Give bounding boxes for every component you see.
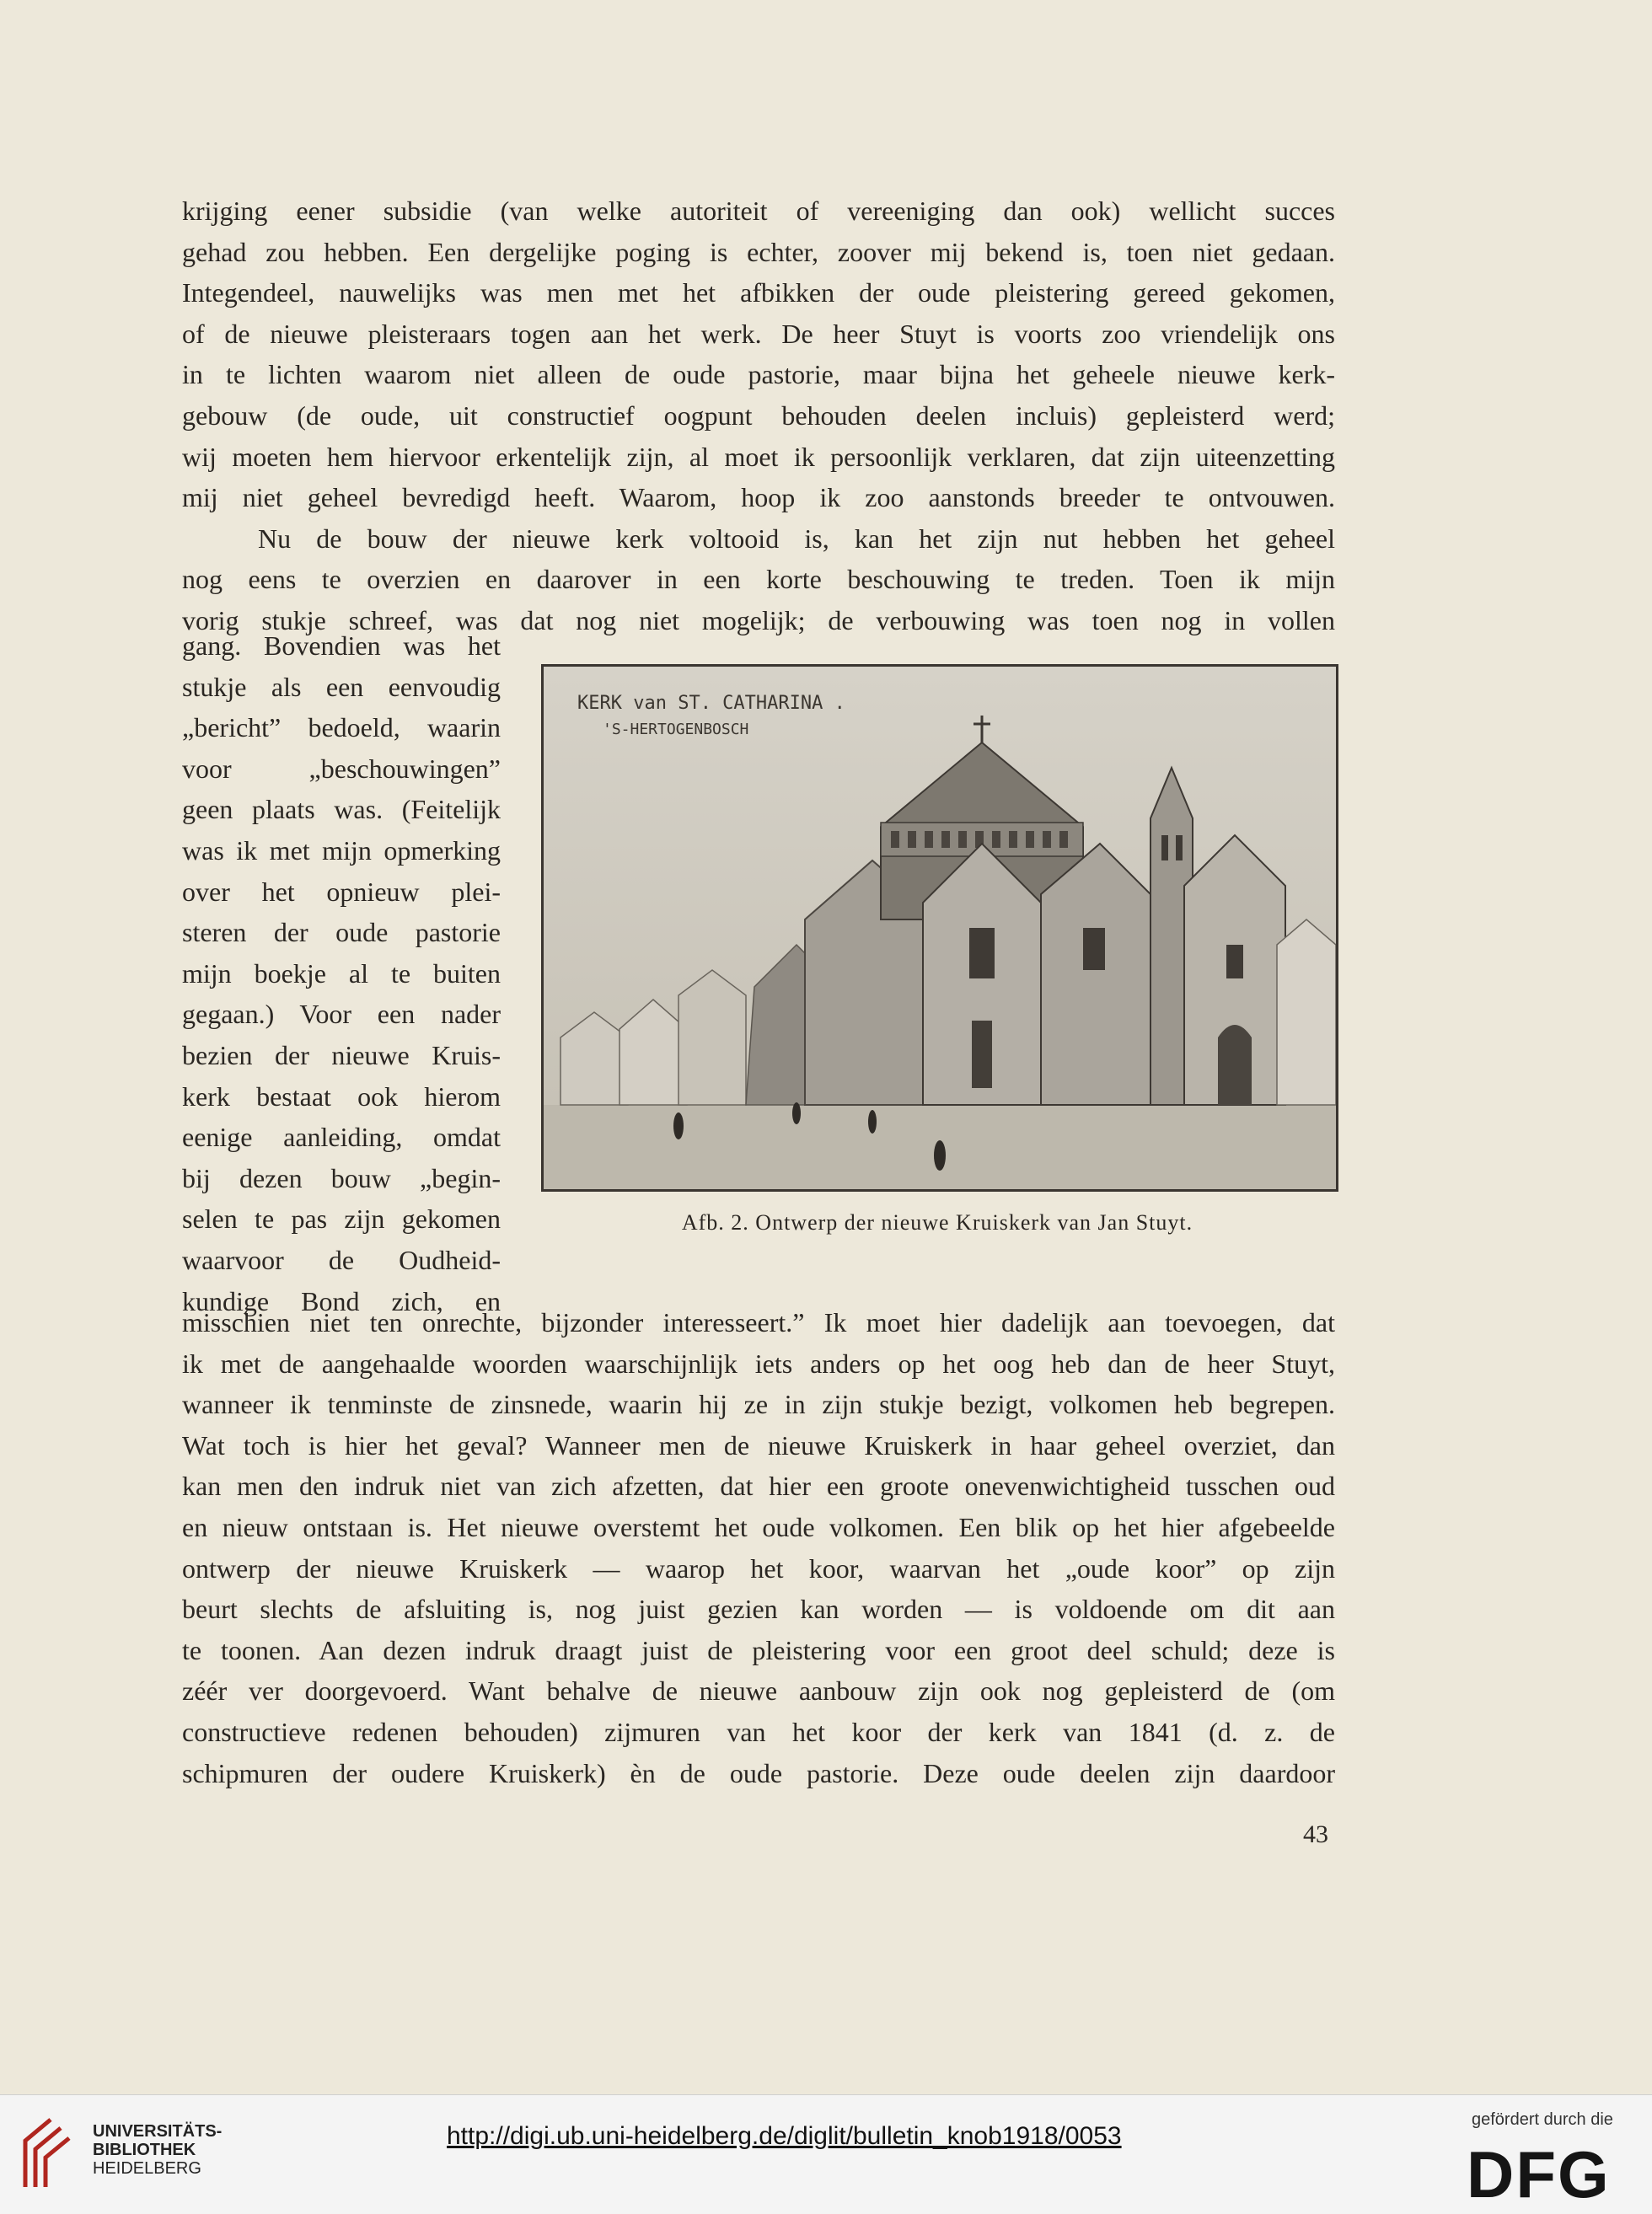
text-line: in te lichten waarom niet alleen de oude pastorie, maar bijna het geheele nieuwe kerk- [182, 359, 1335, 390]
text-line: kerk bestaat ook hierom [182, 1080, 501, 1112]
institution-line: UNIVERSITÄTS- [93, 2122, 223, 2141]
text-line: of de nieuwe pleisteraars togen aan het werk. De heer Stuyt is voorts zoo vriendelijk ons [182, 318, 1335, 349]
bottom-paragraph [182, 1302, 1335, 1793]
text-line: was ik met mijn opmerking [182, 834, 501, 866]
institution-line: BIBLIOTHEK [93, 2141, 196, 2159]
text-line: beurt slechts de afsluiting is, nog juist gezien kan worden — is voldoende om dit aan [182, 1594, 1335, 1625]
text-line: stukje als een eenvoudig [182, 671, 501, 702]
text-line: waarvoor de Oudheid- [182, 1244, 501, 1275]
text-line: en nieuw ontstaan is. Het nieuwe overstemt het oude volkomen. Een blik op het hier afgebeelde [182, 1511, 1335, 1542]
text-line: kan men den indruk niet van zich afzetten, dat hier een groote onevenwichtigheid tusschen oud [182, 1471, 1335, 1502]
text-line: schipmuren der oudere Kruiskerk) èn de oude pastorie. Deze oude deelen zijn daardoor [182, 1757, 1335, 1788]
narrow-column [182, 625, 501, 1321]
text-line: constructieve redenen behouden) zijmuren van het koor der kerk van 1841 (d. z. de [182, 1716, 1335, 1747]
text-line: wanneer ik tenminste de zinsnede, waarin hij ze in zijn stukje bezigt, volkomen heb begrepen. [182, 1389, 1335, 1420]
figure-inscription-line1: KERK van ST. CATHARINA . [577, 693, 845, 714]
text-line: te toonen. Aan dezen indruk draagt juist de pleistering voor een groot deel schuld; deze is [182, 1634, 1335, 1665]
institution-line: HEIDELBERG [93, 2159, 201, 2178]
text-line: selen te pas zijn gekomen [182, 1203, 501, 1235]
text-line: nog eens te overzien en daarover in een korte beschouwing te treden. Toen ik mijn [182, 564, 1335, 595]
text-line: ik met de aangehaalde woorden waarschijnlijk iets anders op het oog heb dan de heer Stuyt, [182, 1348, 1335, 1379]
text-line: gebouw (de oude, uit constructief oogpunt behouden deelen incluis) gepleisterd werd; [182, 399, 1335, 431]
figure-caption: Afb. 2. Ontwerp der nieuwe Kruiskerk van Jan Stuyt. [681, 1210, 1193, 1235]
text-line: Wat toch is hier het geval? Wanneer men de nieuwe Kruiskerk in haar geheel overziet, dan [182, 1429, 1335, 1461]
text-line: krijging eener subsidie (van welke autoriteit of vereeniging dan ook) wellicht succes [182, 196, 1335, 226]
university-library-logo-icon [17, 2111, 76, 2195]
text-line: gang. Bovendien was het [182, 630, 501, 661]
text-line: eenige aanleiding, omdat [182, 1122, 501, 1153]
text-line: kundige Bond zich, en [182, 1285, 501, 1316]
text-line: Integendeel, nauwelijks was men met het afbikken der oude pleistering gereed gekomen, [182, 277, 1335, 308]
text-line: gegaan.) Voor een nader [182, 999, 501, 1030]
text-line: gehad zou hebben. Een dergelijke poging is echter, zoover mij bekend is, toen niet gedaan. [182, 236, 1335, 267]
permalink-url[interactable]: http://digi.ub.uni-heidelberg.de/diglit/bulletin_knob1918/0053 [447, 2122, 1122, 2150]
dfg-logo: DFG [1467, 2137, 1611, 2211]
sponsor-label: gefördert durch die [1472, 2110, 1613, 2129]
text-line: Nu de bouw der nieuwe kerk voltooid is, kan het zijn nut hebben het geheel [258, 523, 1335, 554]
text-line: mijn boekje al te buiten [182, 957, 501, 989]
text-line: steren der oude pastorie [182, 917, 501, 948]
text-line: bezien der nieuwe Kruis- [182, 1039, 501, 1070]
text-line: vorig stukje schreef, was dat nog niet mogelijk; de verbouwing was toen nog in vollen [182, 604, 1335, 635]
church-drawing [544, 667, 1336, 1189]
church-drawing-figure [541, 664, 1338, 1192]
text-line: geen plaats was. (Feitelijk [182, 794, 501, 825]
text-line: zéér ver doorgevoerd. Want behalve de nieuwe aanbouw zijn ook nog gepleisterd de (om [182, 1675, 1335, 1707]
text-line: „bericht” bedoeld, waarin [182, 712, 501, 743]
text-line: voor „beschouwingen” [182, 753, 501, 784]
institution-name [93, 2122, 222, 2178]
figure-inscription-line2: 'S-HERTOGENBOSCH [603, 721, 749, 738]
text-line: wij moeten hem hiervoor erkentelijk zijn, al moet ik persoonlijk verklaren, dat zijn uiteenzetting [182, 441, 1335, 472]
text-line: misschien niet ten onrechte, bijzonder interesseert.” Ik moet hier dadelijk aan toevoegen, dat [182, 1307, 1335, 1338]
text-line: ontwerp der nieuwe Kruiskerk — waarop het koor, waarvan het „oude koor” op zijn [182, 1552, 1335, 1584]
text-line: bij dezen bouw „begin- [182, 1162, 501, 1193]
footer-bar [0, 2094, 1652, 2214]
text-line: mij niet geheel bevredigd heeft. Waarom, hoop ik zoo aanstonds breeder te ontvouwen. [182, 482, 1335, 513]
page-number: 43 [1303, 1820, 1328, 1848]
text-line: over het opnieuw plei- [182, 876, 501, 907]
top-paragraph [182, 190, 1335, 641]
